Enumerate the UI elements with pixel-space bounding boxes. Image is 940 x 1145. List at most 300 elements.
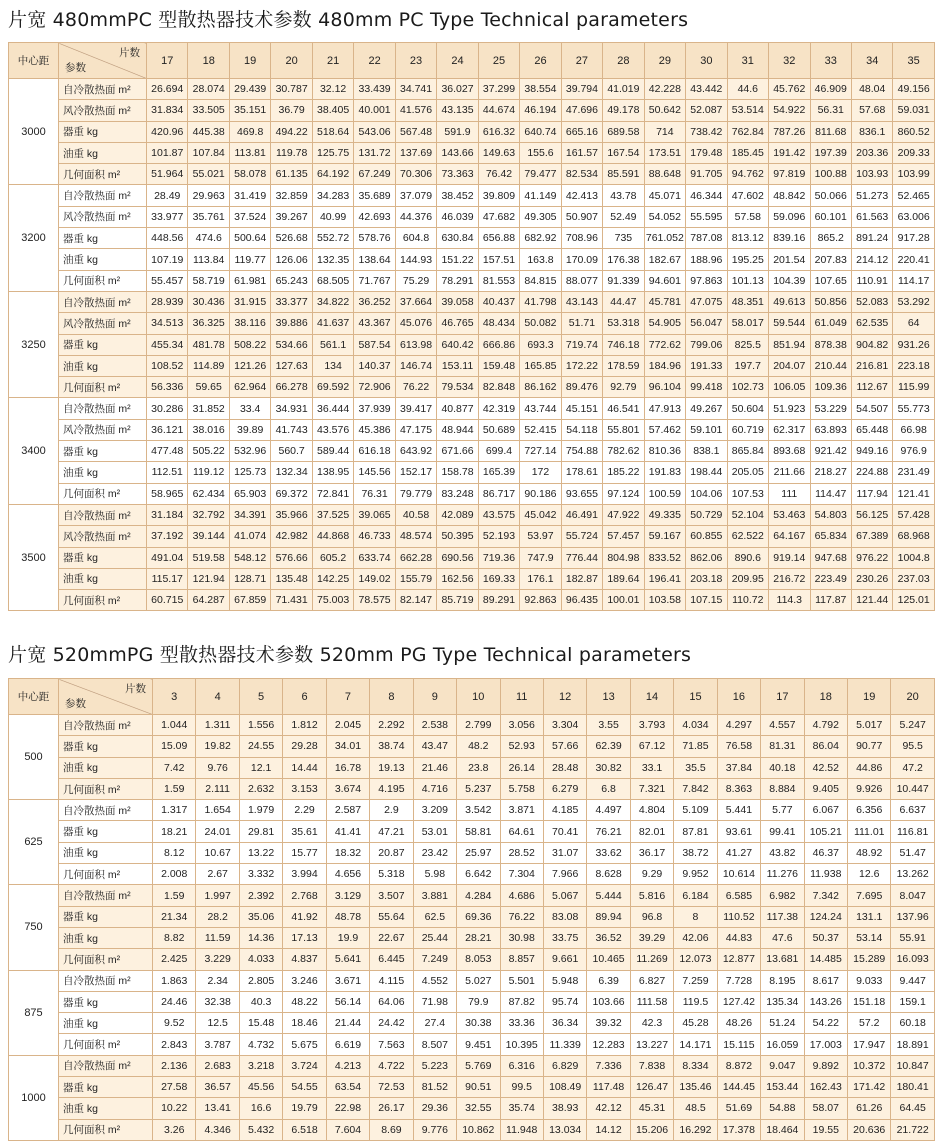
value-cell: 209.33 — [893, 142, 934, 163]
value-cell: 14.12 — [587, 1119, 630, 1140]
piece-count-header: 11 — [500, 679, 543, 715]
value-cell: 81.553 — [478, 270, 519, 291]
value-cell: 4.033 — [239, 949, 282, 970]
piece-count-header: 34 — [851, 43, 892, 79]
value-cell: 29.28 — [283, 736, 326, 757]
value-cell: 92.863 — [520, 590, 561, 611]
value-cell: 7.249 — [413, 949, 456, 970]
value-cell: 36.52 — [587, 927, 630, 948]
table-row — [9, 991, 935, 1012]
value-cell: 54.118 — [561, 419, 602, 440]
value-cell: 60.18 — [891, 1013, 934, 1034]
value-cell: 21.34 — [153, 906, 196, 927]
value-cell: 71.85 — [674, 736, 717, 757]
value-cell: 119.12 — [188, 462, 229, 483]
value-cell: 754.88 — [561, 441, 602, 462]
value-cell: 31.07 — [543, 842, 586, 863]
value-cell: 83.08 — [543, 906, 586, 927]
table2-pg-520 — [8, 678, 935, 1141]
value-cell: 18.32 — [326, 842, 369, 863]
value-cell: 151.18 — [848, 991, 891, 1012]
value-cell: 39.89 — [229, 419, 270, 440]
value-cell: 46.491 — [561, 504, 602, 525]
parameter-label: 几何面积 m² — [59, 164, 147, 185]
value-cell: 55.595 — [686, 206, 727, 227]
value-cell: 82.848 — [478, 377, 519, 398]
value-cell: 204.07 — [769, 355, 810, 376]
value-cell: 57.462 — [644, 419, 685, 440]
value-cell: 112.67 — [851, 377, 892, 398]
parameter-label: 油重 kg — [59, 757, 153, 778]
parameter-label: 器重 kg — [59, 736, 153, 757]
value-cell: 41.576 — [395, 100, 436, 121]
table-row — [9, 885, 935, 906]
piece-count-header: 21 — [312, 43, 353, 79]
value-cell: 505.22 — [188, 441, 229, 462]
piece-count-header: 17 — [147, 43, 188, 79]
value-cell: 27.4 — [413, 1013, 456, 1034]
parameter-label: 风冷散热面 m² — [59, 100, 147, 121]
parameter-label: 风冷散热面 m² — [59, 313, 147, 334]
value-cell: 121.41 — [893, 483, 934, 504]
value-cell: 90.51 — [457, 1077, 500, 1098]
value-cell: 127.63 — [271, 355, 312, 376]
value-cell: 481.78 — [188, 334, 229, 355]
value-cell: 107.15 — [686, 590, 727, 611]
value-cell: 76.31 — [354, 483, 395, 504]
value-cell: 7.304 — [500, 864, 543, 885]
piece-count-header: 29 — [644, 43, 685, 79]
value-cell: 182.67 — [644, 249, 685, 270]
piece-count-header: 17 — [761, 679, 804, 715]
value-cell: 24.42 — [370, 1013, 413, 1034]
value-cell: 62.317 — [769, 419, 810, 440]
piece-count-header: 16 — [717, 679, 760, 715]
value-cell: 3.881 — [413, 885, 456, 906]
piece-count-header: 5 — [239, 679, 282, 715]
value-cell: 50.856 — [810, 291, 851, 312]
value-cell: 976.22 — [851, 547, 892, 568]
value-cell: 14.171 — [674, 1034, 717, 1055]
value-cell: 455.34 — [147, 334, 188, 355]
value-cell: 836.1 — [851, 121, 892, 142]
value-cell: 35.5 — [674, 757, 717, 778]
value-cell: 799.06 — [686, 334, 727, 355]
value-cell: 12.283 — [587, 1034, 630, 1055]
value-cell: 37.079 — [395, 185, 436, 206]
value-cell: 893.68 — [769, 441, 810, 462]
piece-count-header: 19 — [848, 679, 891, 715]
value-cell: 97.863 — [686, 270, 727, 291]
value-cell: 52.49 — [603, 206, 644, 227]
value-cell: 102.73 — [727, 377, 768, 398]
table-row — [9, 864, 935, 885]
value-cell: 5.444 — [587, 885, 630, 906]
value-cell: 48.842 — [769, 185, 810, 206]
value-cell: 4.297 — [717, 715, 760, 736]
value-cell: 23.8 — [457, 757, 500, 778]
value-cell: 103.58 — [644, 590, 685, 611]
value-cell: 43.576 — [312, 419, 353, 440]
value-cell: 216.72 — [769, 568, 810, 589]
parameter-label: 几何面积 m² — [59, 1034, 153, 1055]
value-cell: 39.29 — [630, 927, 673, 948]
value-cell: 91.705 — [686, 164, 727, 185]
table-row — [9, 715, 935, 736]
value-cell: 9.76 — [196, 757, 239, 778]
value-cell: 58.719 — [188, 270, 229, 291]
piece-count-header: 3 — [153, 679, 196, 715]
value-cell: 2.045 — [326, 715, 369, 736]
value-cell: 111.58 — [630, 991, 673, 1012]
value-cell: 149.02 — [354, 568, 395, 589]
piece-count-header: 14 — [630, 679, 673, 715]
value-cell: 45.28 — [674, 1013, 717, 1034]
value-cell: 904.82 — [851, 334, 892, 355]
value-cell: 7.842 — [674, 778, 717, 799]
value-cell: 787.08 — [686, 228, 727, 249]
value-cell: 138.64 — [354, 249, 395, 270]
value-cell: 50.37 — [804, 927, 847, 948]
value-cell: 43.744 — [520, 398, 561, 419]
value-cell: 11.938 — [804, 864, 847, 885]
value-cell: 203.36 — [851, 142, 892, 163]
value-cell: 40.437 — [478, 291, 519, 312]
value-cell: 113.81 — [229, 142, 270, 163]
value-cell: 1004.8 — [893, 547, 934, 568]
value-cell: 42.089 — [437, 504, 478, 525]
value-cell: 178.61 — [561, 462, 602, 483]
value-cell: 9.033 — [848, 970, 891, 991]
value-cell: 45.31 — [630, 1098, 673, 1119]
value-cell: 4.722 — [370, 1055, 413, 1076]
value-cell: 145.56 — [354, 462, 395, 483]
value-cell: 7.342 — [804, 885, 847, 906]
value-cell: 36.325 — [188, 313, 229, 334]
value-cell: 47.175 — [395, 419, 436, 440]
value-cell: 7.604 — [326, 1119, 369, 1140]
value-cell: 548.12 — [229, 547, 270, 568]
value-cell: 29.81 — [239, 821, 282, 842]
value-cell: 16.093 — [891, 949, 934, 970]
value-cell: 75.003 — [312, 590, 353, 611]
value-cell: 189.64 — [603, 568, 644, 589]
value-cell: 43.78 — [603, 185, 644, 206]
value-cell: 3.304 — [543, 715, 586, 736]
value-cell: 67.859 — [229, 590, 270, 611]
value-cell: 119.77 — [229, 249, 270, 270]
value-cell: 532.96 — [229, 441, 270, 462]
value-cell: 7.259 — [674, 970, 717, 991]
value-cell: 8.857 — [500, 949, 543, 970]
value-cell: 167.54 — [603, 142, 644, 163]
value-cell: 54.922 — [769, 100, 810, 121]
value-cell: 125.01 — [893, 590, 934, 611]
value-cell: 53.318 — [603, 313, 644, 334]
value-cell: 14.36 — [239, 927, 282, 948]
value-cell: 41.41 — [326, 821, 369, 842]
value-cell: 55.021 — [188, 164, 229, 185]
value-cell: 605.2 — [312, 547, 353, 568]
value-cell: 2.587 — [326, 800, 369, 821]
table-row — [9, 1055, 935, 1076]
value-cell: 109.36 — [810, 377, 851, 398]
value-cell: 49.156 — [893, 79, 934, 100]
value-cell: 6.642 — [457, 864, 500, 885]
value-cell: 42.3 — [630, 1013, 673, 1034]
piece-count-header: 26 — [520, 43, 561, 79]
value-cell: 158.78 — [437, 462, 478, 483]
value-cell: 56.047 — [686, 313, 727, 334]
value-cell: 567.48 — [395, 121, 436, 142]
value-cell: 5.769 — [457, 1055, 500, 1076]
value-cell: 491.04 — [147, 547, 188, 568]
table-row — [9, 927, 935, 948]
value-cell: 58.017 — [727, 313, 768, 334]
value-cell: 114.89 — [188, 355, 229, 376]
value-cell: 15.09 — [153, 736, 196, 757]
value-cell: 561.1 — [312, 334, 353, 355]
value-cell: 127.42 — [717, 991, 760, 1012]
value-cell: 159.1 — [891, 991, 934, 1012]
value-cell: 45.076 — [395, 313, 436, 334]
value-cell: 40.877 — [437, 398, 478, 419]
value-cell: 45.781 — [644, 291, 685, 312]
value-cell: 65.834 — [810, 526, 851, 547]
value-cell: 693.3 — [520, 334, 561, 355]
value-cell: 19.55 — [804, 1119, 847, 1140]
value-cell: 161.57 — [561, 142, 602, 163]
center-distance-header: 中心距 — [9, 679, 59, 715]
value-cell: 7.336 — [587, 1055, 630, 1076]
value-cell: 29.36 — [413, 1098, 456, 1119]
value-cell: 25.44 — [413, 927, 456, 948]
value-cell: 28.2 — [196, 906, 239, 927]
center-distance-cell: 875 — [9, 970, 59, 1055]
value-cell: 33.4 — [229, 398, 270, 419]
value-cell: 71.98 — [413, 991, 456, 1012]
value-cell: 2.392 — [239, 885, 282, 906]
value-cell: 9.926 — [848, 778, 891, 799]
value-cell: 28.49 — [147, 185, 188, 206]
value-cell: 35.689 — [354, 185, 395, 206]
parameter-label: 自冷散热面 m² — [59, 715, 153, 736]
value-cell: 10.614 — [717, 864, 760, 885]
value-cell: 135.48 — [271, 568, 312, 589]
parameter-label: 器重 kg — [59, 441, 147, 462]
value-cell: 119.78 — [271, 142, 312, 163]
value-cell: 8.617 — [804, 970, 847, 991]
value-cell: 237.03 — [893, 568, 934, 589]
value-cell: 839.16 — [769, 228, 810, 249]
value-cell: 162.43 — [804, 1077, 847, 1098]
value-cell: 5.067 — [543, 885, 586, 906]
value-cell: 50.604 — [727, 398, 768, 419]
value-cell: 64.287 — [188, 590, 229, 611]
piece-count-header: 30 — [686, 43, 727, 79]
value-cell: 64.61 — [500, 821, 543, 842]
value-cell: 53.292 — [893, 291, 934, 312]
value-cell: 42.319 — [478, 398, 519, 419]
value-cell: 46.194 — [520, 100, 561, 121]
value-cell: 47.602 — [727, 185, 768, 206]
value-cell: 28.074 — [188, 79, 229, 100]
value-cell: 2.9 — [370, 800, 413, 821]
value-cell: 69.592 — [312, 377, 353, 398]
value-cell: 36.027 — [437, 79, 478, 100]
value-cell: 2.29 — [283, 800, 326, 821]
value-cell: 5.98 — [413, 864, 456, 885]
value-cell: 851.94 — [769, 334, 810, 355]
value-cell: 95.5 — [891, 736, 934, 757]
value-cell: 35.61 — [283, 821, 326, 842]
value-cell: 2.538 — [413, 715, 456, 736]
value-cell: 96.104 — [644, 377, 685, 398]
value-cell: 4.497 — [587, 800, 630, 821]
value-cell: 45.386 — [354, 419, 395, 440]
value-cell: 1.979 — [239, 800, 282, 821]
value-cell: 18.46 — [283, 1013, 326, 1034]
value-cell: 860.52 — [893, 121, 934, 142]
table-row — [9, 504, 935, 525]
pieces-params-header — [59, 43, 147, 79]
value-cell: 211.66 — [769, 462, 810, 483]
value-cell: 86.162 — [520, 377, 561, 398]
value-cell: 55.457 — [147, 270, 188, 291]
value-cell: 44.868 — [312, 526, 353, 547]
value-cell: 616.18 — [354, 441, 395, 462]
value-cell: 11.948 — [500, 1119, 543, 1140]
value-cell: 11.276 — [761, 864, 804, 885]
value-cell: 445.38 — [188, 121, 229, 142]
header-row — [9, 43, 935, 79]
value-cell: 33.977 — [147, 206, 188, 227]
table-row — [9, 590, 935, 611]
value-cell: 41.149 — [520, 185, 561, 206]
value-cell: 43.47 — [413, 736, 456, 757]
value-cell: 36.17 — [630, 842, 673, 863]
value-cell: 6.316 — [500, 1055, 543, 1076]
value-cell: 114.47 — [810, 483, 851, 504]
value-cell: 59.544 — [769, 313, 810, 334]
value-cell: 719.36 — [478, 547, 519, 568]
value-cell: 656.88 — [478, 228, 519, 249]
value-cell: 587.54 — [354, 334, 395, 355]
parameter-label: 几何面积 m² — [59, 864, 153, 885]
parameter-label: 油重 kg — [59, 462, 147, 483]
value-cell: 2.768 — [283, 885, 326, 906]
value-cell: 110.52 — [717, 906, 760, 927]
value-cell: 1.997 — [196, 885, 239, 906]
value-cell: 125.73 — [229, 462, 270, 483]
value-cell: 51.47 — [891, 842, 934, 863]
value-cell: 3.218 — [239, 1055, 282, 1076]
value-cell: 6.445 — [370, 949, 413, 970]
value-cell: 48.351 — [727, 291, 768, 312]
value-cell: 38.116 — [229, 313, 270, 334]
value-cell: 56.14 — [326, 991, 369, 1012]
value-cell: 4.213 — [326, 1055, 369, 1076]
value-cell: 36.34 — [543, 1013, 586, 1034]
value-cell: 6.827 — [630, 970, 673, 991]
value-cell: 27.58 — [153, 1077, 196, 1098]
value-cell: 4.804 — [630, 800, 673, 821]
value-cell: 39.058 — [437, 291, 478, 312]
value-cell: 43.82 — [761, 842, 804, 863]
value-cell: 38.405 — [312, 100, 353, 121]
value-cell: 44.674 — [478, 100, 519, 121]
value-cell: 1.863 — [153, 970, 196, 991]
piece-count-header: 25 — [478, 43, 519, 79]
value-cell: 782.62 — [603, 441, 644, 462]
value-cell: 48.944 — [437, 419, 478, 440]
value-cell: 126.06 — [271, 249, 312, 270]
value-cell: 3.793 — [630, 715, 673, 736]
value-cell: 50.729 — [686, 504, 727, 525]
value-cell: 8.507 — [413, 1034, 456, 1055]
parameter-label: 自冷散热面 m² — [59, 79, 147, 100]
value-cell: 3.994 — [283, 864, 326, 885]
value-cell: 92.79 — [603, 377, 644, 398]
table-row — [9, 800, 935, 821]
value-cell: 185.45 — [727, 142, 768, 163]
value-cell: 42.06 — [674, 927, 717, 948]
value-cell: 477.48 — [147, 441, 188, 462]
value-cell: 35.06 — [239, 906, 282, 927]
value-cell: 8.334 — [674, 1055, 717, 1076]
value-cell: 543.06 — [354, 121, 395, 142]
value-cell: 89.476 — [561, 377, 602, 398]
value-cell: 43.135 — [437, 100, 478, 121]
value-cell: 56.31 — [810, 100, 851, 121]
value-cell: 35.151 — [229, 100, 270, 121]
value-cell: 30.436 — [188, 291, 229, 312]
center-distance-cell: 625 — [9, 800, 59, 885]
value-cell: 8.363 — [717, 778, 760, 799]
value-cell: 865.2 — [810, 228, 851, 249]
value-cell: 10.862 — [457, 1119, 500, 1140]
value-cell: 33.439 — [354, 79, 395, 100]
value-cell: 19.82 — [196, 736, 239, 757]
value-cell: 810.36 — [644, 441, 685, 462]
value-cell: 3.671 — [326, 970, 369, 991]
value-cell: 32.12 — [312, 79, 353, 100]
value-cell: 10.447 — [891, 778, 934, 799]
value-cell: 46.733 — [354, 526, 395, 547]
value-cell: 201.54 — [769, 249, 810, 270]
value-cell: 51.69 — [717, 1098, 760, 1119]
value-cell: 699.4 — [478, 441, 519, 462]
value-cell: 878.38 — [810, 334, 851, 355]
value-cell: 22.98 — [326, 1098, 369, 1119]
value-cell: 155.6 — [520, 142, 561, 163]
value-cell: 10.847 — [891, 1055, 934, 1076]
value-cell: 772.62 — [644, 334, 685, 355]
parameter-label: 器重 kg — [59, 906, 153, 927]
value-cell: 49.305 — [520, 206, 561, 227]
value-cell: 34.513 — [147, 313, 188, 334]
parameter-label: 器重 kg — [59, 1077, 153, 1098]
value-cell: 88.648 — [644, 164, 685, 185]
value-cell: 50.642 — [644, 100, 685, 121]
value-cell: 61.049 — [810, 313, 851, 334]
value-cell: 32.55 — [457, 1098, 500, 1119]
value-cell: 62.535 — [851, 313, 892, 334]
value-cell: 57.457 — [603, 526, 644, 547]
value-cell: 144.45 — [717, 1077, 760, 1098]
parameter-label: 自冷散热面 m² — [59, 398, 147, 419]
value-cell: 3.26 — [153, 1119, 196, 1140]
